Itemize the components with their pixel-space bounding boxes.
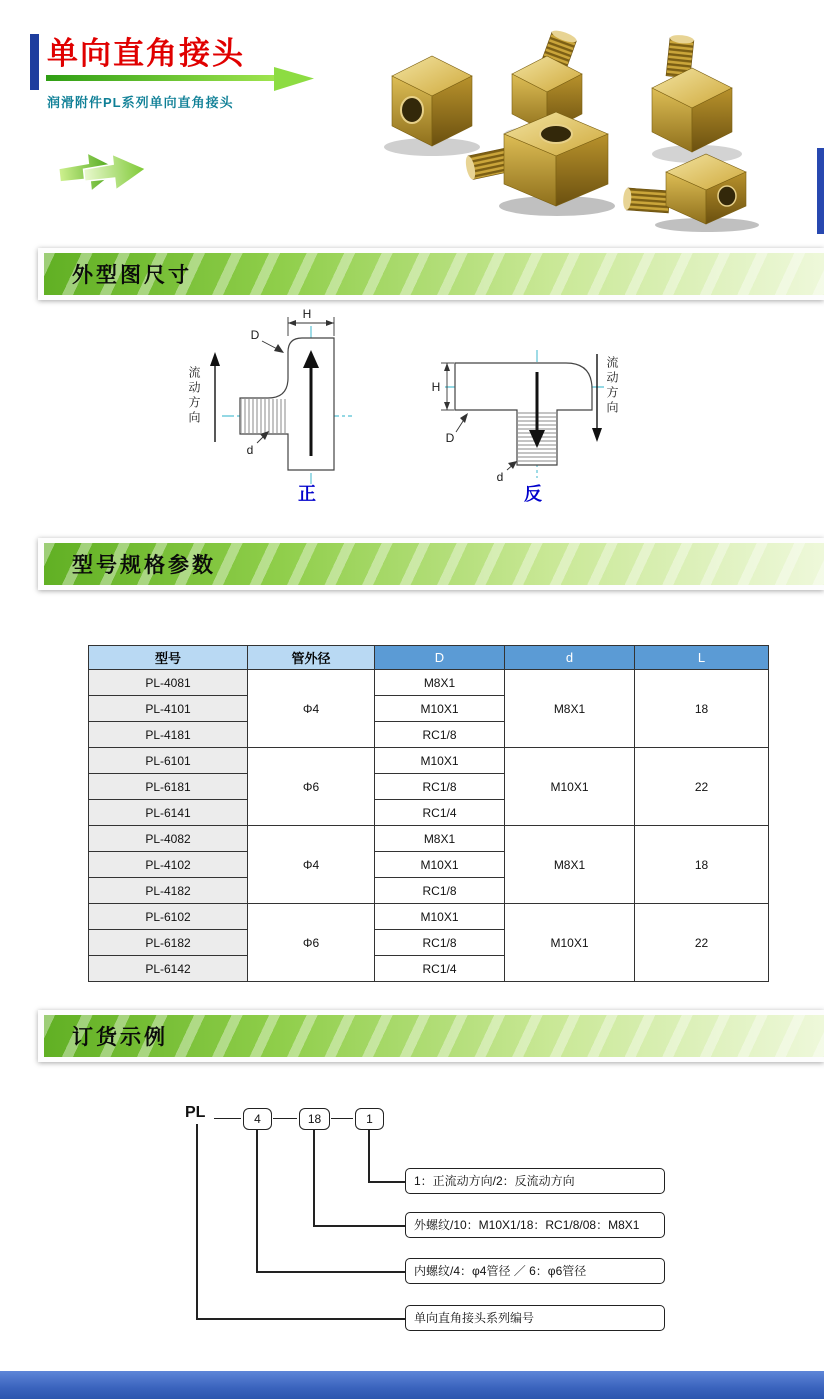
od-cell: Φ6 <box>248 748 375 826</box>
model-cell: PL-6101 <box>89 748 248 774</box>
banner-gradient <box>44 1015 824 1057</box>
D-cell: RC1/8 <box>375 930 505 956</box>
D-cell: RC1/4 <box>375 956 505 982</box>
col-header-model: 型号 <box>89 646 248 670</box>
ordering-code-box: 18 <box>299 1108 330 1130</box>
dim-H-label: H <box>302 307 312 321</box>
connector-line <box>256 1130 258 1271</box>
model-cell: PL-6142 <box>89 956 248 982</box>
table-row <box>89 670 769 696</box>
ordering-code-box: 1 <box>355 1108 384 1130</box>
model-cell: PL-4081 <box>89 670 248 696</box>
dim-D-label: D <box>445 431 455 445</box>
model-cell: PL-4101 <box>89 696 248 722</box>
forward-drawing <box>210 307 352 484</box>
ordering-prefix: PL <box>185 1104 206 1121</box>
flow-direction-label: 流动方向 <box>187 366 201 426</box>
model-cell: PL-4181 <box>89 722 248 748</box>
dim-d-label: d <box>246 443 254 457</box>
right-edge-accent <box>817 148 824 234</box>
callout-series-code: 单向直角接头系列编号 <box>405 1305 665 1331</box>
d-cell: M8X1 <box>505 670 635 748</box>
col-header-L: L <box>635 646 769 670</box>
table-header-row <box>89 646 769 670</box>
D-cell: RC1/4 <box>375 800 505 826</box>
col-header-od: 管外径 <box>248 646 375 670</box>
ordering-diagram <box>0 1090 824 1380</box>
od-cell: Φ6 <box>248 904 375 982</box>
connector-line <box>368 1181 405 1183</box>
connector-line <box>313 1130 315 1225</box>
od-cell: Φ4 <box>248 670 375 748</box>
D-cell: M8X1 <box>375 670 505 696</box>
dim-d-label: d <box>496 470 504 484</box>
dim-H-label: H <box>431 380 441 394</box>
d-cell: M10X1 <box>505 904 635 982</box>
banner-gradient <box>44 543 824 585</box>
dimension-drawings <box>0 307 824 515</box>
model-cell: PL-6182 <box>89 930 248 956</box>
D-cell: M10X1 <box>375 696 505 722</box>
code-dash <box>331 1118 353 1119</box>
section-title-ordering: 订货示例 <box>72 1026 168 1049</box>
page-title: 单向直角接头 <box>47 36 245 71</box>
reverse-drawing <box>432 350 605 484</box>
connector-line <box>196 1318 405 1320</box>
model-cell: PL-6102 <box>89 904 248 930</box>
callout-external-thread: 外螺纹/10：M10X1/18：RC1/8/08：M8X1 <box>405 1212 665 1238</box>
section-title-specs: 型号规格参数 <box>72 554 216 577</box>
L-cell: 22 <box>635 748 769 826</box>
L-cell: 22 <box>635 904 769 982</box>
table-row <box>89 826 769 852</box>
connector-line <box>313 1225 405 1227</box>
col-header-d: d <box>505 646 635 670</box>
forward-caption: 正 <box>298 484 317 504</box>
od-cell: Φ4 <box>248 826 375 904</box>
model-cell: PL-6141 <box>89 800 248 826</box>
page-subtitle: 润滑附件PL系列单向直角接头 <box>47 95 234 110</box>
D-cell: RC1/8 <box>375 722 505 748</box>
banner-gradient <box>44 253 824 295</box>
title-underline-arrow-icon <box>46 66 318 92</box>
L-cell: 18 <box>635 826 769 904</box>
flow-direction-label: 流动方向 <box>605 356 619 416</box>
brass-fitting <box>652 34 732 152</box>
model-cell: PL-4182 <box>89 878 248 904</box>
spec-table <box>88 645 769 982</box>
d-cell: M10X1 <box>505 748 635 826</box>
green-arrow-icon <box>60 148 156 200</box>
connector-line <box>368 1130 370 1181</box>
D-cell: M8X1 <box>375 826 505 852</box>
reverse-caption: 反 <box>524 484 543 504</box>
ordering-code-box: 4 <box>243 1108 272 1130</box>
col-header-D: D <box>375 646 505 670</box>
product-photo <box>372 6 812 231</box>
table-row <box>89 904 769 930</box>
d-cell: M8X1 <box>505 826 635 904</box>
code-dash <box>214 1118 241 1119</box>
D-cell: M10X1 <box>375 904 505 930</box>
section-banner-outline <box>38 248 824 300</box>
D-cell: M10X1 <box>375 852 505 878</box>
section-banner-specs <box>38 538 824 590</box>
dim-D-label: D <box>250 328 260 342</box>
D-cell: RC1/8 <box>375 774 505 800</box>
model-cell: PL-4082 <box>89 826 248 852</box>
callout-flow-direction: 1：正流动方向/2：反流动方向 <box>405 1168 665 1194</box>
section-banner-ordering <box>38 1010 824 1062</box>
D-cell: M10X1 <box>375 748 505 774</box>
model-cell: PL-4102 <box>89 852 248 878</box>
section-title-outline: 外型图尺寸 <box>72 264 192 287</box>
title-accent-bar <box>30 34 39 90</box>
code-dash <box>273 1118 297 1119</box>
thread-hatch <box>241 399 287 433</box>
brass-fitting <box>392 56 472 146</box>
table-row <box>89 748 769 774</box>
footer-bar <box>0 1371 824 1399</box>
brass-fitting <box>622 154 746 224</box>
L-cell: 18 <box>635 670 769 748</box>
connector-line <box>196 1124 198 1318</box>
connector-line <box>256 1271 405 1273</box>
D-cell: RC1/8 <box>375 878 505 904</box>
brass-fitting <box>464 112 608 206</box>
model-cell: PL-6181 <box>89 774 248 800</box>
callout-internal-thread: 内螺纹/4：φ4管径 ／ 6：φ6管径 <box>405 1258 665 1284</box>
